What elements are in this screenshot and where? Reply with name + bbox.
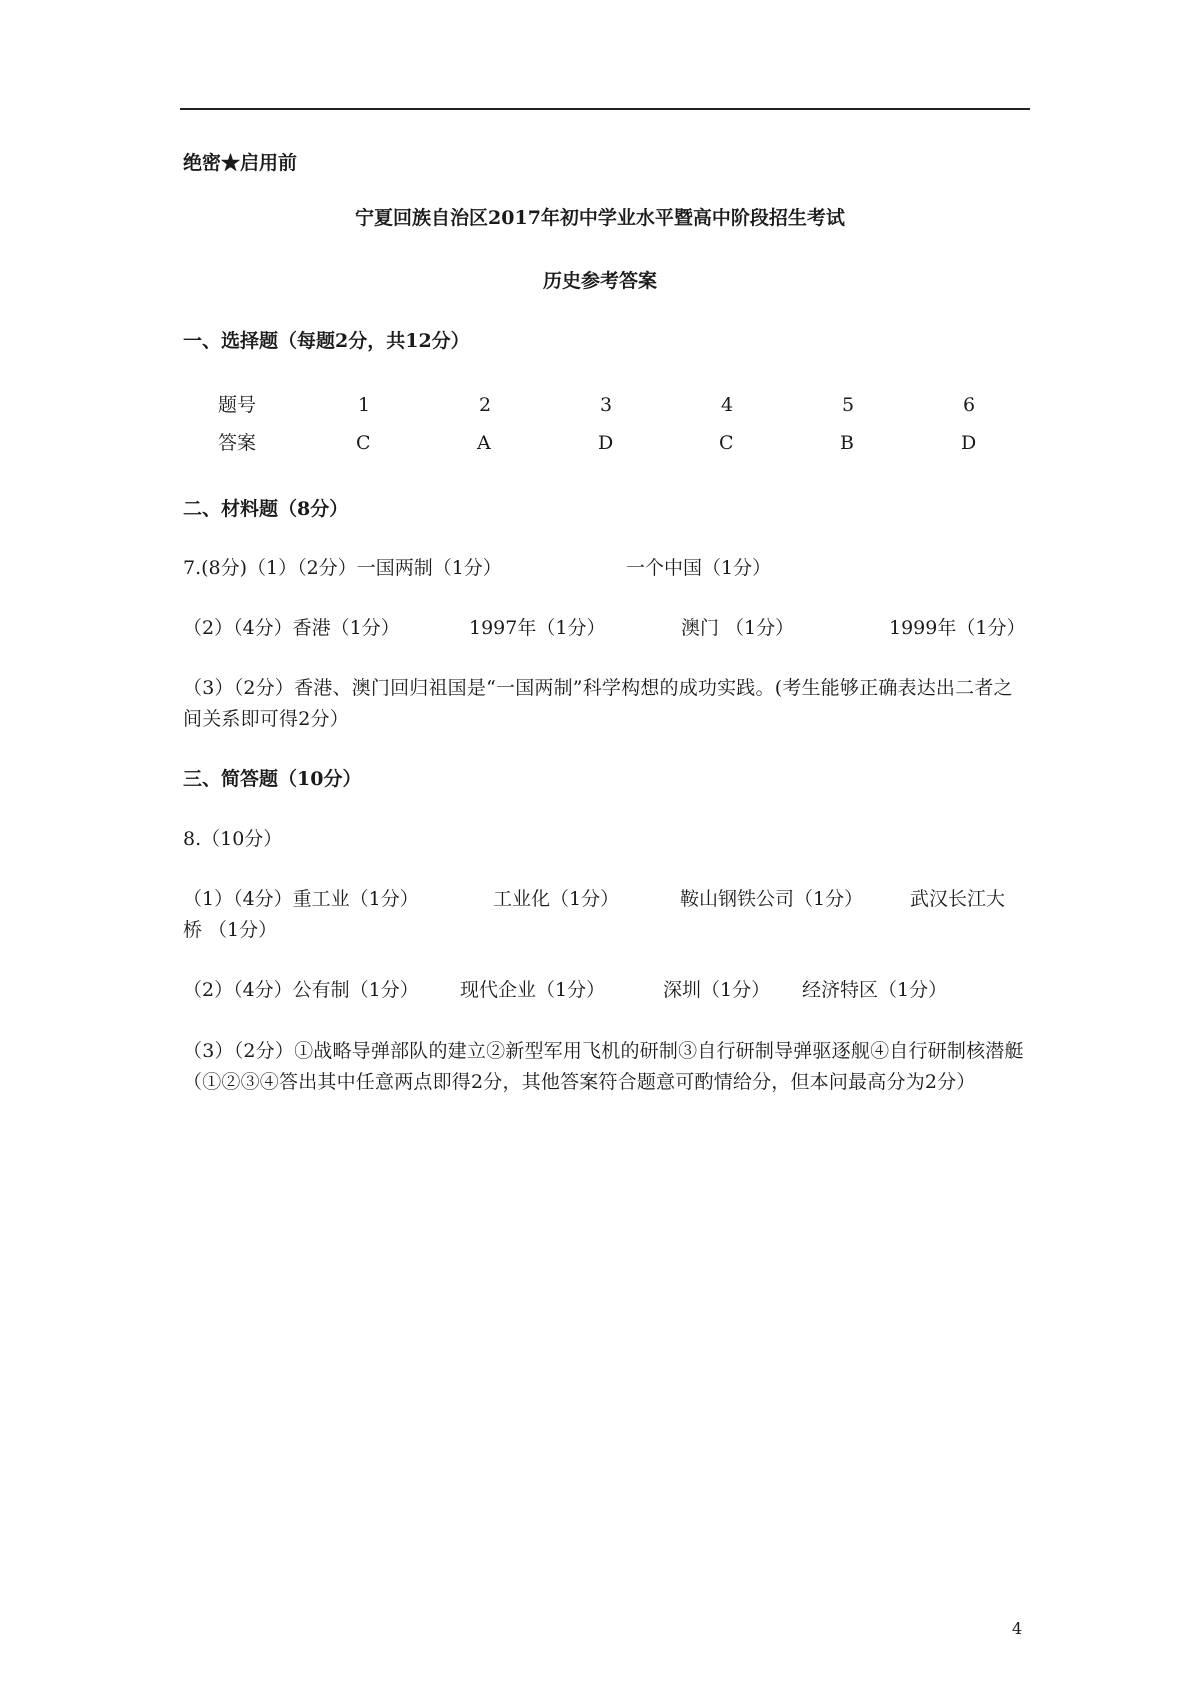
row-label-answer: 答案 <box>218 432 257 454</box>
q8-part1-continuation: 桥 （1分） <box>183 919 278 941</box>
page-number: 4 <box>1012 1619 1023 1638</box>
section3-heading: 三、简答题（10分） <box>183 768 362 790</box>
q8-part1-answer: 工业化（1分） <box>493 888 620 910</box>
row-label-number: 题号 <box>218 394 257 416</box>
section1-heading: 一、选择题（每题2分，共12分） <box>183 330 470 352</box>
answer-letter: C <box>719 432 734 454</box>
q8-part3-answer: （3）（2分）①战略导弹部队的建立②新型军用飞机的研制③自行研制导弹驱逐舰④自行研制核潜艇（①②③④答出其中任意两点即得2分，其他答案符合题意可酌情给分，但本问最高分为2分） <box>183 1040 1024 1093</box>
q7-part2-answer: 1997年（1分） <box>469 617 606 639</box>
q7-part2-answer: 1999年（1分） <box>889 617 1026 639</box>
answer-letter: D <box>598 432 614 454</box>
q8-part2-answer: （2）（4分）公有制（1分） <box>183 979 419 1001</box>
answer-letter: D <box>961 432 977 454</box>
header-rule <box>180 108 1030 110</box>
q7-part2-answer: 澳门 （1分） <box>681 617 795 639</box>
question-number: 3 <box>600 394 613 416</box>
q7-part3-answer: （3）（2分）香港、澳门回归祖国是“一国两制”科学构想的成功实践。(考生能够正确表达出二者之间关系即可得2分） <box>183 677 1013 730</box>
q7-part2-answer: （2）（4分）香港（1分） <box>183 617 400 639</box>
secret-mark: 绝密★启用前 <box>183 152 298 174</box>
exam-title: 宁夏回族自治区2017年初中学业水平暨高中阶段招生考试 <box>355 207 845 229</box>
q8-part1-answer: （1）（4分）重工业（1分） <box>183 888 419 910</box>
answer-letter: C <box>356 432 371 454</box>
q8-part2-answer: 深圳（1分） <box>663 979 771 1001</box>
q8-part1-answer: 鞍山钢铁公司（1分） <box>680 888 864 910</box>
question-number: 1 <box>358 394 371 416</box>
q8-part2-answer: 现代企业（1分） <box>460 979 606 1001</box>
q7-part1-answer: 一个中国（1分） <box>626 557 772 579</box>
answer-letter: B <box>840 432 854 454</box>
q7-part1-answer: 7.(8分)（1）（2分）一国两制（1分） <box>183 557 502 579</box>
question-number: 4 <box>721 394 734 416</box>
question-number: 6 <box>963 394 976 416</box>
q8-label: 8.（10分） <box>183 828 283 850</box>
question-number: 5 <box>842 394 855 416</box>
section2-heading: 二、材料题（8分） <box>183 498 349 520</box>
answer-letter: A <box>477 432 491 454</box>
q8-part1-answer: 武汉长江大 <box>910 888 1006 910</box>
subject-title: 历史参考答案 <box>542 270 657 292</box>
question-number: 2 <box>479 394 492 416</box>
q8-part2-answer: 经济特区（1分） <box>802 979 948 1001</box>
